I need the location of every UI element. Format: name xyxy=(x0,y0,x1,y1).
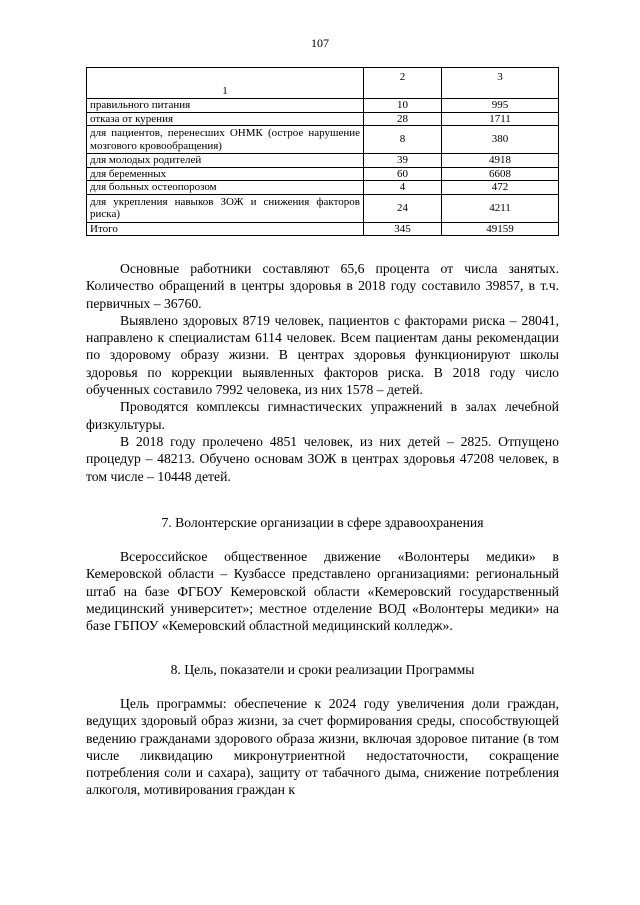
paragraph: В 2018 году пролечено 4851 человек, из них детей – 2825. Отпущено процедур – 48213. Обучено основам ЗОЖ в центрах здоровья 47208 человек, в том числе – 10448 детей. xyxy=(86,433,559,484)
row-label: для больных остеопорозом xyxy=(87,181,364,195)
row-label: правильного питания xyxy=(87,99,364,113)
section-8-body xyxy=(86,695,559,799)
row-count: 60 xyxy=(364,167,442,181)
row-people: 49159 xyxy=(442,222,559,236)
row-count: 24 xyxy=(364,194,442,222)
table-total-row xyxy=(87,222,559,236)
paragraph: Выявлено здоровых 8719 человек, пациентов с факторами риска – 28041, направлено к специалистам 6114 человек. Всем пациентам даны рекомендации по здоровому образу жизни. В центрах здоровья функционируют школы здоровья по коррекции выявленных факторов риска. В 2018 году число обученных составило 7992 человека, из них 1578 – детей. xyxy=(86,312,559,398)
row-people: 380 xyxy=(442,126,559,154)
section-7-body xyxy=(86,548,559,634)
row-people: 995 xyxy=(442,99,559,113)
row-count: 4 xyxy=(364,181,442,195)
row-people: 4918 xyxy=(442,154,559,168)
row-count: 39 xyxy=(364,154,442,168)
header-cell: 3 xyxy=(442,68,559,99)
paragraph: Основные работники составляют 65,6 процента от числа занятых. Количество обращений в центры здоровья в 2018 году составило 39857, в т.ч. первичных – 36760. xyxy=(86,261,559,311)
header-cell: 1 xyxy=(87,68,364,99)
table-row xyxy=(87,167,559,181)
table-row xyxy=(87,194,559,222)
row-count: 10 xyxy=(364,99,442,113)
table-row xyxy=(87,112,559,126)
page-number: 107 xyxy=(311,36,329,50)
row-label: Итого xyxy=(87,222,364,236)
row-label: для молодых родителей xyxy=(87,154,364,168)
row-count: 8 xyxy=(364,126,442,154)
data-table xyxy=(86,67,559,236)
row-people: 6608 xyxy=(442,167,559,181)
table-row xyxy=(87,181,559,195)
row-count: 28 xyxy=(364,112,442,126)
row-count: 345 xyxy=(364,222,442,236)
row-people: 472 xyxy=(442,181,559,195)
paragraph: Проводятся комплексы гимнастических упражнений в залах лечебной физкультуры. xyxy=(86,399,559,432)
row-people: 1711 xyxy=(442,112,559,126)
row-people: 4211 xyxy=(442,194,559,222)
table-row xyxy=(87,99,559,113)
table-row xyxy=(87,126,559,154)
paragraph: Цель программы: обеспечение к 2024 году увеличения доли граждан, ведущих здоровый образ жизни, за счет формирования среды, способствующей ведению гражданами здорового образа жизни, включая здоровое питание (в том числе ликвидацию микронутриентной недостаточности, сокращение потребления соли и сахара), защиту от табачного дыма, снижение потребления алкоголя, мотивирования граждан к xyxy=(86,696,559,798)
section-7-title: 7. Волонтерские организации в сфере здравоохранения xyxy=(161,515,484,530)
row-label: для укрепления навыков ЗОЖ и снижения факторов риска) xyxy=(87,194,364,222)
header-cell: 2 xyxy=(364,68,442,99)
table-header-row xyxy=(87,68,559,99)
row-label: для пациентов, перенесших ОНМК (острое нарушение мозгового кровообращения) xyxy=(87,126,364,154)
table-row xyxy=(87,154,559,168)
row-label: для беременных xyxy=(87,167,364,181)
body-text xyxy=(86,260,559,485)
paragraph: Всероссийское общественное движение «Волонтеры медики» в Кемеровской области – Кузбассе представлено организациями: региональный штаб на базе ФГБОУ Кемеровской области «Кемеровский государственный медицинский университет»; местное отделение ВОД «Волонтеры медики» на базе ГБПОУ «Кемеровский областной медицинский колледж». xyxy=(86,549,559,634)
section-8-title: 8. Цель, показатели и сроки реализации Программы xyxy=(170,662,475,677)
row-label: отказа от курения xyxy=(87,112,364,126)
